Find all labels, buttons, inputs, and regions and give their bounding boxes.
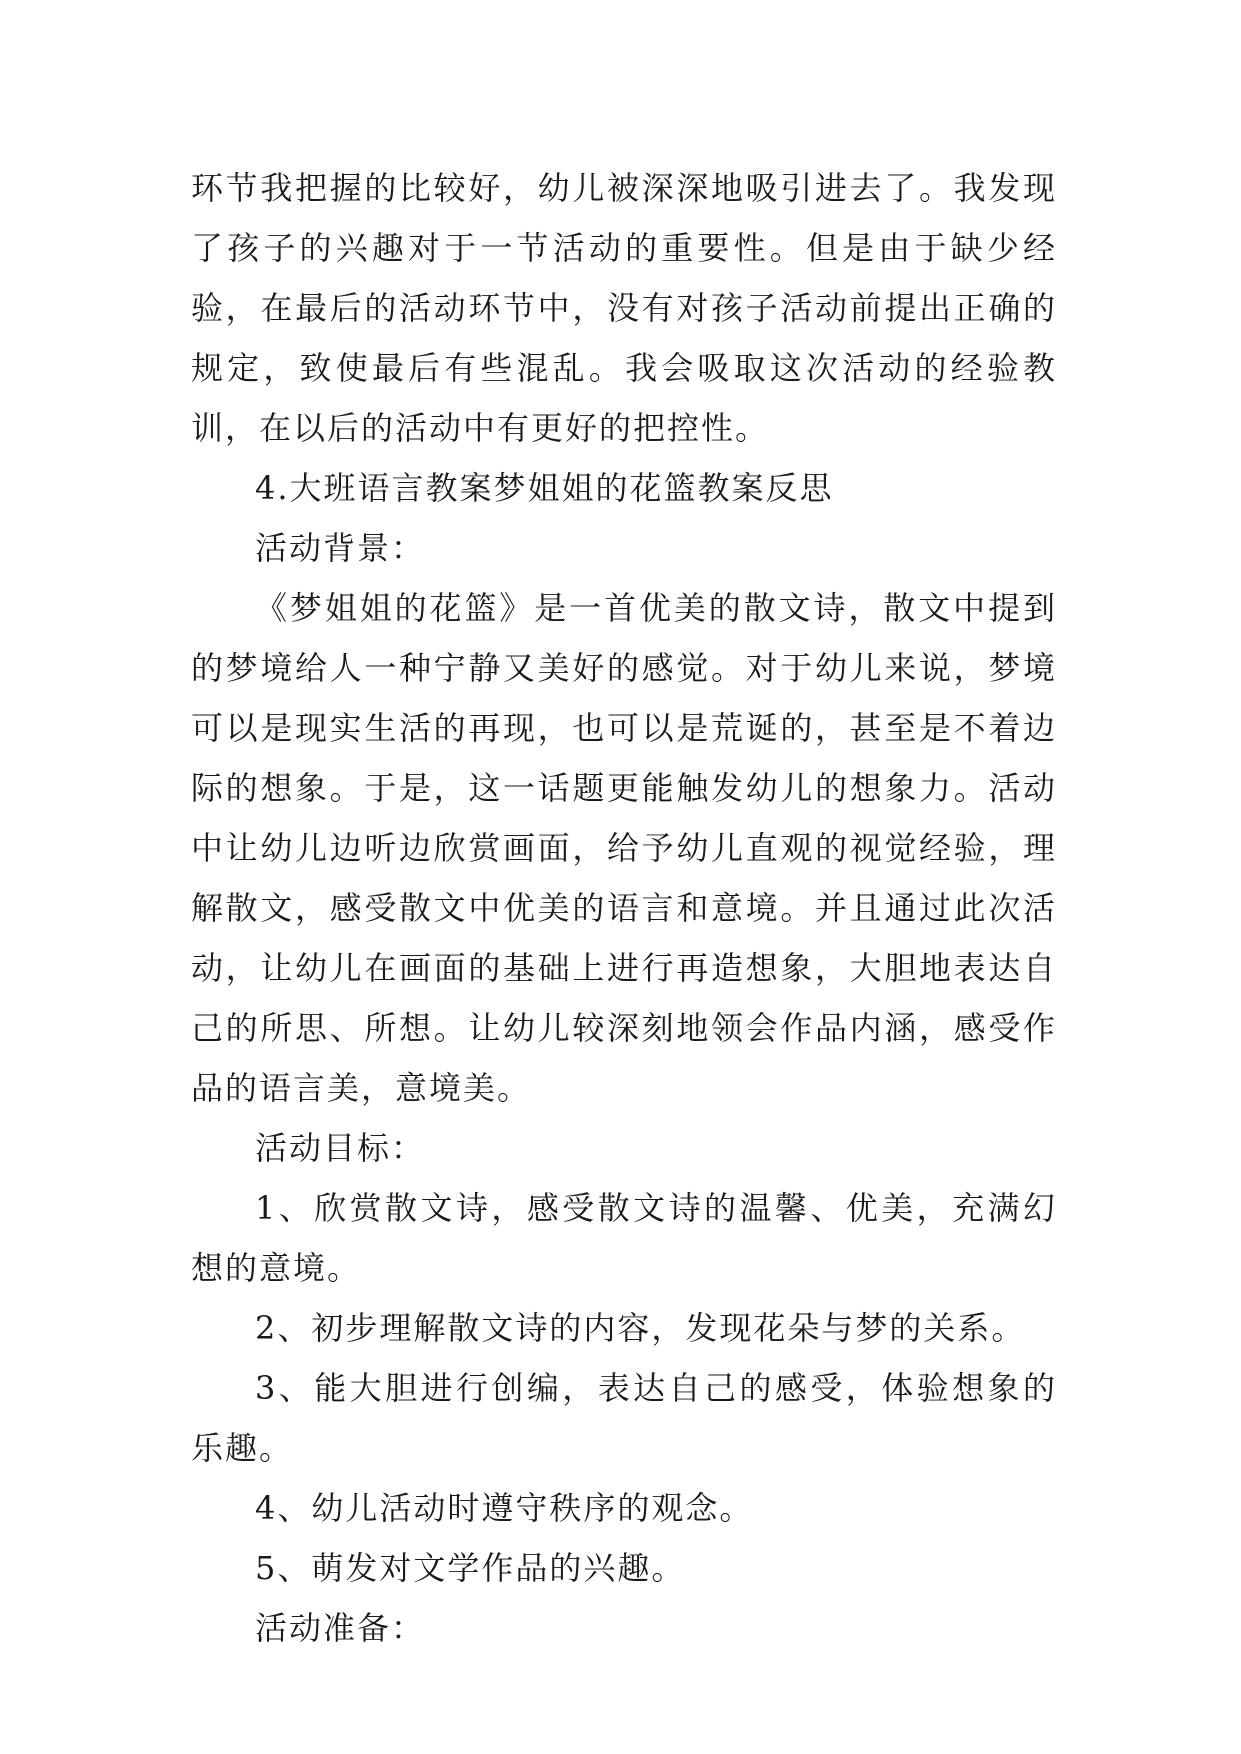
goal-item-4: 4、幼儿活动时遵守秩序的观念。: [255, 1489, 754, 1527]
label-activity-preparation: 活动准备：: [255, 1609, 426, 1647]
goal-item-2: 2、初步理解散文诗的内容，发现花朵与梦的关系。: [255, 1309, 1026, 1347]
section-heading: 4.大班语言教案梦姐姐的花篮教案反思: [255, 469, 834, 507]
paragraph-continuation: 环节我把握的比较好，幼儿被深深地吸引进去了。我发现了孩子的兴趣对于一节活动的重要性。但是由于缺少经验，在最后的活动环节中，没有对孩子活动前提出正确的规定，致使最后有些混乱。我会吸取这次活动的经验教训，在以后的活动中有更好的把控性。: [191, 169, 1057, 447]
goal-item-1: 1、欣赏散文诗，感受散文诗的温馨、优美，充满幻想的意境。: [191, 1189, 1057, 1287]
label-activity-goals: 活动目标：: [255, 1129, 426, 1167]
document-body: [191, 158, 1057, 1658]
goal-item-5: 5、萌发对文学作品的兴趣。: [255, 1549, 686, 1587]
label-activity-background: 活动背景：: [255, 529, 426, 567]
paragraph-background: 《梦姐姐的花篮》是一首优美的散文诗，散文中提到的梦境给人一种宁静又美好的感觉。对于幼儿来说，梦境可以是现实生活的再现，也可以是荒诞的，甚至是不着边际的想象。于是，这一话题更能触发幼儿的想象力。活动中让幼儿边听边欣赏画面，给予幼儿直观的视觉经验，理解散文，感受散文中优美的语言和意境。并且通过此次活动，让幼儿在画面的基础上进行再造想象，大胆地表达自己的所思、所想。让幼儿较深刻地领会作品内涵，感受作品的语言美，意境美。: [191, 589, 1057, 1107]
goal-item-3: 3、能大胆进行创编，表达自己的感受，体验想象的乐趣。: [191, 1369, 1057, 1467]
